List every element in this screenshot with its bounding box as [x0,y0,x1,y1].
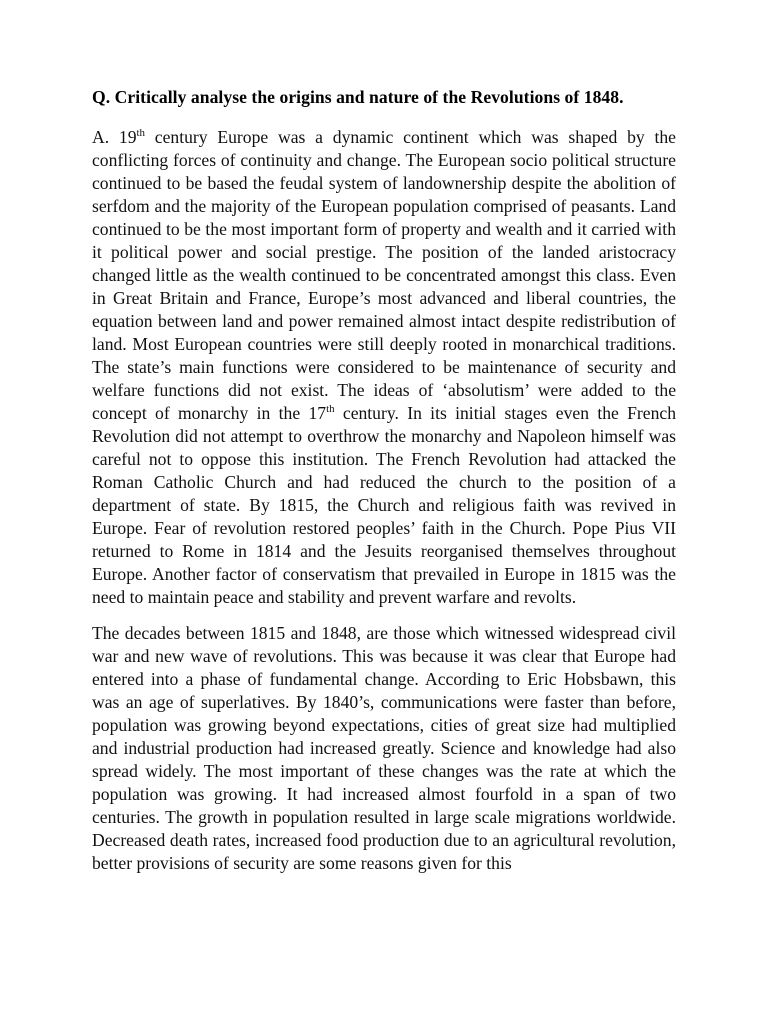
document-content-column [92,86,676,875]
text-run: A. 19 [92,127,137,147]
text-run: century Europe was a dynamic continent which was shaped by the conflicting forces of continuity and change. The European socio political structure continued to be based the feudal system of landownership despite the abolition of serfdom and the majority of the European population comprised of peasants. Land continued to be the most important form of property and wealth and it carried with it political power and social prestige. The position of the landed aristocracy changed little as the wealth continued to be concentrated amongst this class. Even in Great Britain and France, Europe’s most advanced and liberal countries, the equation between land and power remained almost intact despite redistribution of land. Most European countries were still deeply rooted in monarchical traditions. The state’s main functions were considered to be maintenance of security and welfare functions did not exist. The ideas of ‘absolutism’ were added to the concept of monarchy in the 17 [92,127,676,423]
ordinal-superscript: th [326,403,335,416]
paragraph-2 [92,622,676,875]
paragraph-1 [92,126,676,609]
ordinal-superscript: th [136,127,145,140]
text-run: century. In its initial stages even the French Revolution did not attempt to overthrow the monarchy and Napoleon himself was careful not to oppose this institution. The French Revolution had attacked the Roman Catholic Church and had reduced the church to the position of a department of state. By 1815, the Church and religious faith was revived in Europe. Fear of revolution restored peoples’ faith in the Church. Pope Pius VII returned to Rome in 1814 and the Jesuits reorganised themselves throughout Europe. Another factor of conservatism that prevailed in Europe in 1815 was the need to maintain peace and stability and prevent warfare and revolts. [92,403,676,607]
page-title: Q. Critically analyse the origins and nature of the Revolutions of 1848. [92,87,624,107]
paragraph-container [92,126,676,875]
text-run: The decades between 1815 and 1848, are those which witnessed widespread civil war and new wave of revolutions. This was because it was clear that Europe had entered into a phase of fundamental change. According to Eric Hobsbawn, this was an age of superlatives. By 1840’s, communications were faster than before, population was growing beyond expectations, cities of great size had multiplied and industrial production had increased greatly. Science and knowledge had also spread widely. The most important of these changes was the rate at which the population was growing. It had increased almost fourfold in a span of two centuries. The growth in population resulted in large scale migrations worldwide. Decreased death rates, increased food production due to an agricultural revolution, better provisions of security are some reasons given for this [92,623,676,873]
